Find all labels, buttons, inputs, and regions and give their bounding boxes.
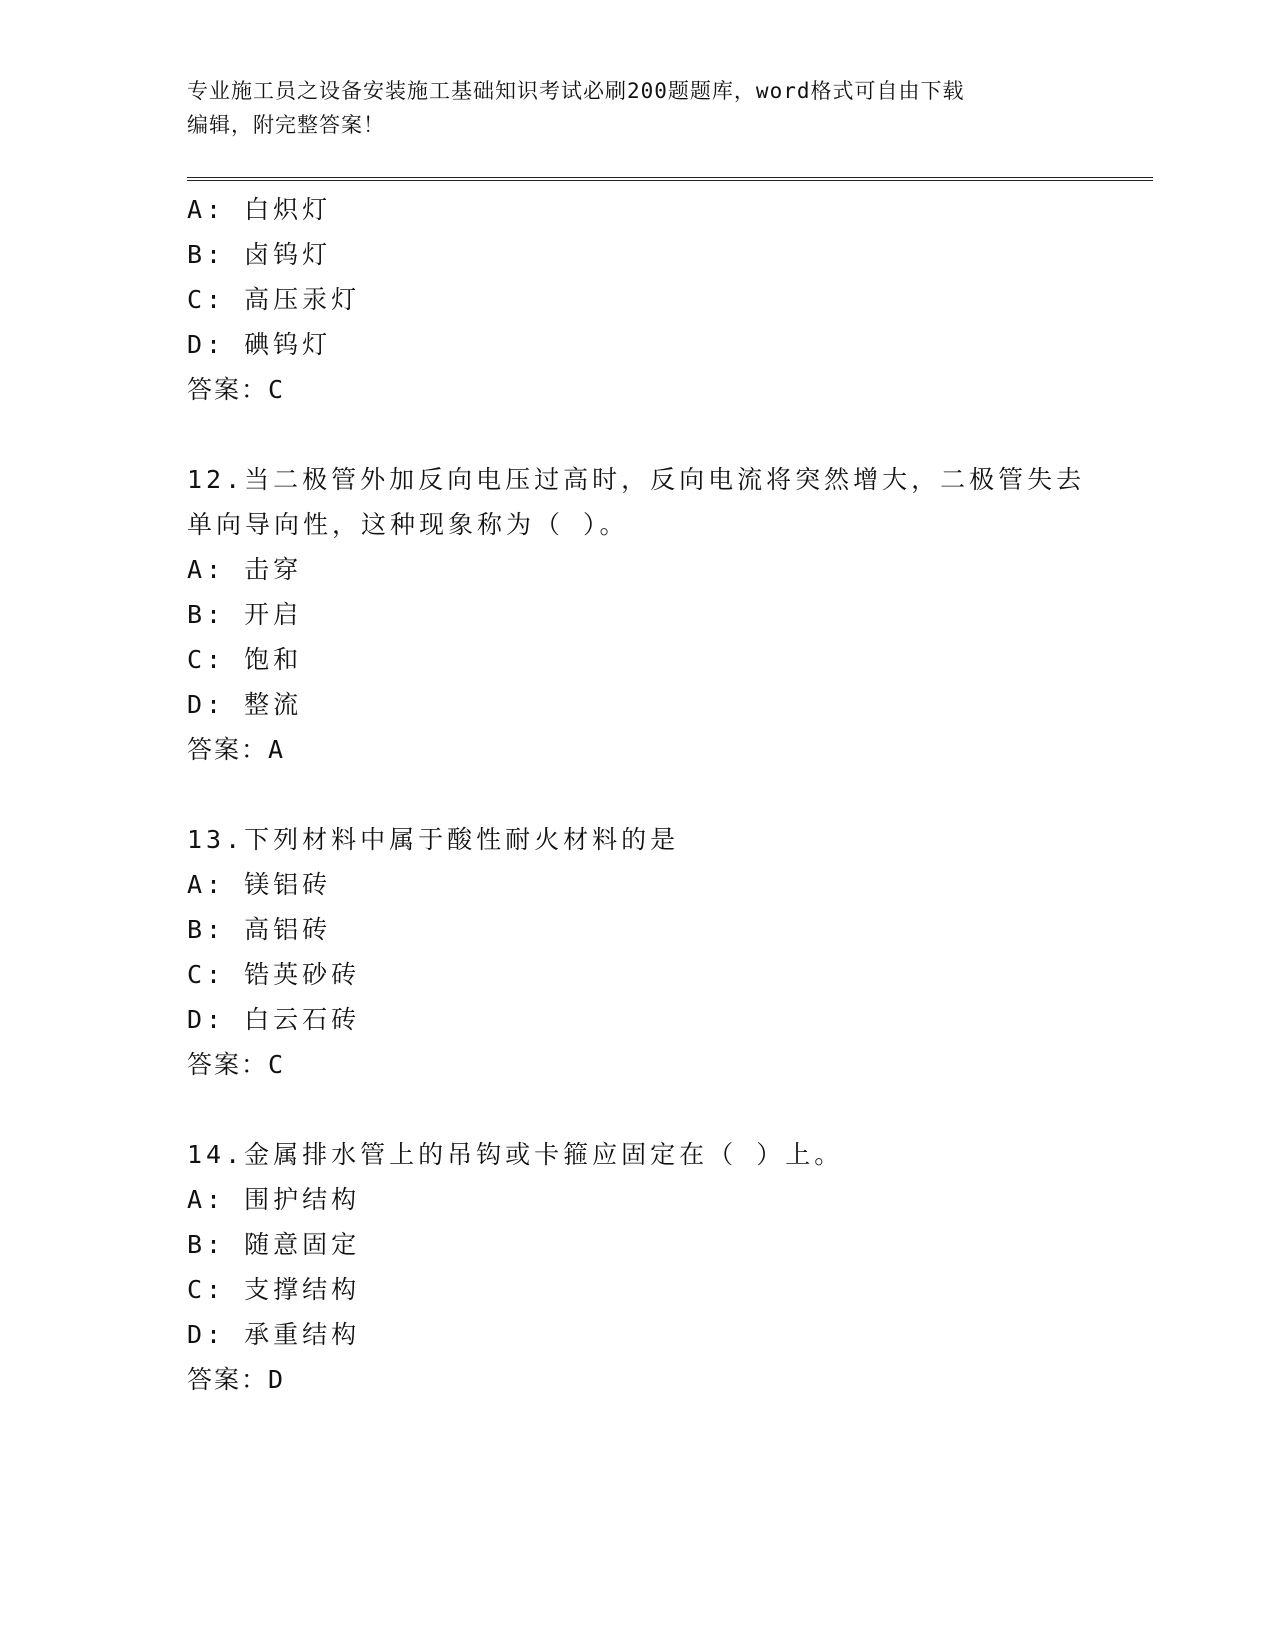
q14-answer-label: 答案： <box>187 1365 269 1394</box>
q12-option-c: C: 饱和 <box>187 645 303 674</box>
q12-option-a: A: 击穿 <box>187 555 303 584</box>
q12-answer <box>187 735 285 765</box>
q14-option-c: C: 支撑结构 <box>187 1275 361 1304</box>
q14-answer-value: D <box>268 1365 286 1394</box>
q13-option-a: A: 镁铝砖 <box>187 870 332 899</box>
q14-option-d: D: 承重结构 <box>187 1320 361 1349</box>
q13-answer-label: 答案： <box>187 1050 269 1079</box>
header-title-line-2: 编辑，附完整答案！ <box>187 113 385 137</box>
q12-answer-label: 答案： <box>187 735 269 764</box>
q11-option-c: C: 高压汞灯 <box>187 285 361 314</box>
q11-option-b: B: 卤钨灯 <box>187 240 332 269</box>
q14-option-b: B: 随意固定 <box>187 1230 361 1259</box>
q12-option-d: D: 整流 <box>187 690 303 719</box>
q11-answer <box>187 375 285 405</box>
q11-answer-value: C <box>268 375 286 404</box>
header-divider <box>187 177 1153 181</box>
document-header <box>187 74 1067 142</box>
q12-option-b: B: 开启 <box>187 600 303 629</box>
q13-answer-value: C <box>268 1050 286 1079</box>
header-title-line-1: 专业施工员之设备安装施工基础知识考试必刷200题题库，word格式可自由下载 <box>187 79 965 103</box>
q12-stem-line-2: 单向导向性，这种现象称为（ ）。 <box>187 510 629 539</box>
q11-option-d: D: 碘钨灯 <box>187 330 332 359</box>
q11-answer-label: 答案： <box>187 375 269 404</box>
q13-stem-line-1: 13.下列材料中属于酸性耐火材料的是 <box>187 825 680 854</box>
q12-stem-line-1: 12.当二极管外加反向电压过高时，反向电流将突然增大，二极管失去 <box>187 465 1086 494</box>
q13-option-d: D: 白云石砖 <box>187 1005 361 1034</box>
q14-answer <box>187 1365 285 1395</box>
q13-option-b: B: 高铝砖 <box>187 915 332 944</box>
q13-answer <box>187 1050 285 1080</box>
q13-option-c: C: 锆英砂砖 <box>187 960 361 989</box>
q14-option-a: A: 围护结构 <box>187 1185 361 1214</box>
q12-answer-value: A <box>268 735 286 764</box>
q14-stem-line-1: 14.金属排水管上的吊钩或卡箍应固定在（ ）上。 <box>187 1140 844 1169</box>
q11-option-a: A: 白炽灯 <box>187 195 332 224</box>
